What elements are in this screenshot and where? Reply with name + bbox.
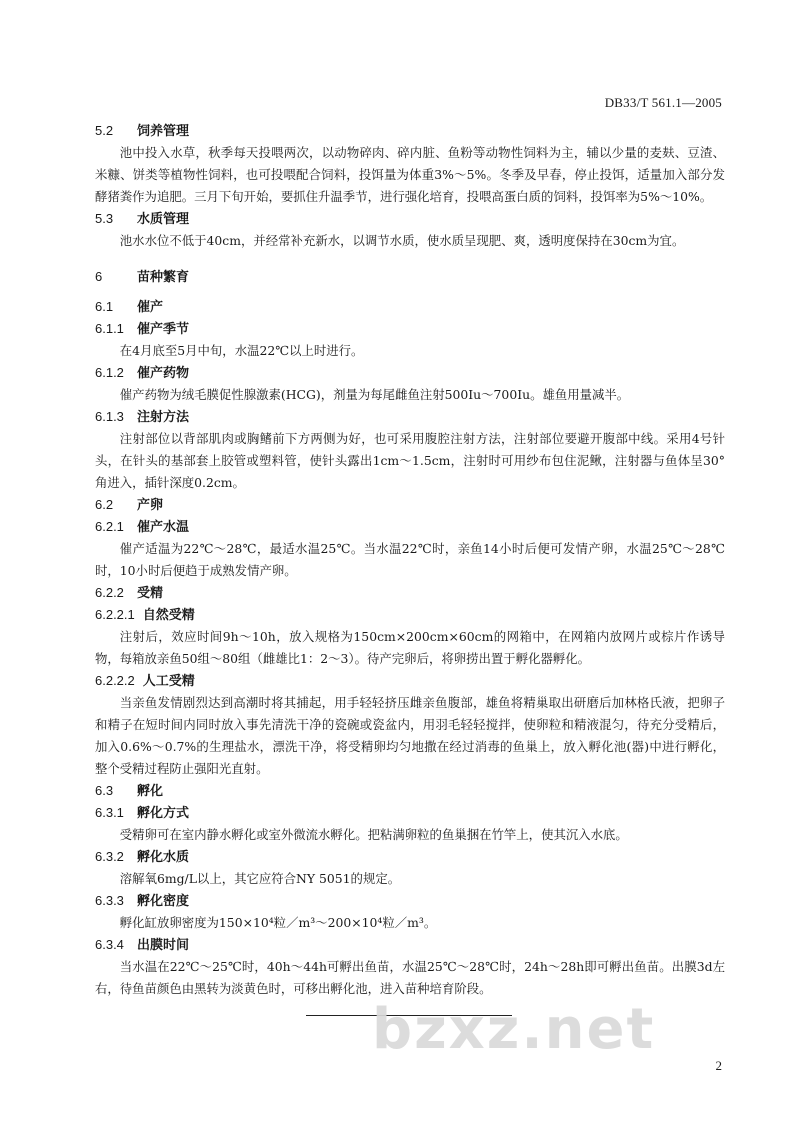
section-number: 6.2.2.2 xyxy=(95,673,135,688)
section-heading xyxy=(95,516,725,538)
section-heading xyxy=(95,318,725,340)
paragraph: 当亲鱼发情剧烈达到高潮时将其捕起，用手轻轻挤压雌亲鱼腹部，雄鱼将精巢取出研磨后加林格氏液，把卵子和精子在短时间内同时放入事先清洗干净的瓷碗或瓷盆内，用羽毛轻轻搅拌，使卵粒和精液混匀，待充分受精后，加入0.6%～0.7%的生理盐水，漂洗干净，将受精卵均匀地撒在经过消毒的鱼巢上，放入孵化池(器)中进行孵化，整个受精过程防止强阳光直射。 xyxy=(95,695,725,776)
document-body xyxy=(95,120,725,1000)
section-title: 催产药物 xyxy=(137,366,190,381)
section-number: 6 xyxy=(95,269,103,284)
section-title: 饲养管理 xyxy=(137,124,190,139)
section-number: 5.3 xyxy=(95,211,114,226)
paragraph: 受精卵可在室内静水孵化或室外微流水孵化。把粘满卵粒的鱼巢捆在竹竿上，使其沉入水底。 xyxy=(119,827,628,842)
section-heading xyxy=(95,208,725,230)
section-heading xyxy=(95,780,725,802)
section-heading xyxy=(95,802,725,824)
section-title: 孵化水质 xyxy=(137,850,190,865)
section-title: 人工受精 xyxy=(142,674,195,689)
paragraph: 溶解氧6mg/L以上，其它应符合NY 5051的规定。 xyxy=(119,871,401,886)
section-heading xyxy=(95,296,725,318)
section-number: 5.2 xyxy=(95,123,114,138)
section-heading xyxy=(95,582,725,604)
section-title: 孵化密度 xyxy=(137,894,190,909)
section-title: 产卵 xyxy=(137,498,164,513)
watermark: bzxz.net xyxy=(372,997,656,1062)
section-number: 6.3 xyxy=(95,783,114,798)
section-number: 6.2 xyxy=(95,497,114,512)
section-heading xyxy=(95,934,725,956)
section-title: 注射方法 xyxy=(137,410,190,425)
section-number: 6.2.2 xyxy=(95,585,124,600)
document-code: DB33/T 561.1—2005 xyxy=(604,95,722,110)
section-title: 催产季节 xyxy=(137,322,190,337)
section-title: 出膜时间 xyxy=(137,938,190,953)
paragraph: 催产适温为22℃～28℃，最适水温25℃。当水温22℃时，亲鱼14小时后便可发情产卵，水温25℃～28℃时，10小时后便趋于成熟发情产卵。 xyxy=(95,541,725,578)
section-heading xyxy=(95,494,725,516)
section-title: 受精 xyxy=(137,586,164,601)
paragraph: 孵化缸放卵密度为150×10⁴粒／m³～200×10⁴粒／m³。 xyxy=(119,915,437,930)
paragraph: 池水水位不低于40cm，并经常补充新水，以调节水质，使水质呈现肥、爽，透明度保持在30cm为宜。 xyxy=(119,233,685,248)
section-number: 6.1.2 xyxy=(95,365,124,380)
section-number: 6.3.1 xyxy=(95,805,124,820)
paragraph: 池中投入水草，秋季每天投喂两次，以动物碎肉、碎内脏、鱼粉等动物性饲料为主，辅以少量的麦麸、豆渣、米糠、饼类等植物性饲料，也可投喂配合饲料，投饵量为体重3%～5%。冬季及早春，停止投饵，适量加入部分发酵猪粪作为追肥。三月下旬开始，要抓住升温季节，进行强化培育，投喂高蛋白质的饲料，投饵率为5%～10%。 xyxy=(95,145,725,204)
page-number: 2 xyxy=(715,1058,722,1073)
section-number: 6.1 xyxy=(95,299,114,314)
section-number: 6.2.1 xyxy=(95,519,124,534)
section-number: 6.3.4 xyxy=(95,937,124,952)
section-title: 苗种繁育 xyxy=(137,270,190,285)
paragraph: 在4月底至5月中旬，水温22℃以上时进行。 xyxy=(119,343,364,358)
paragraph: 催产药物为绒毛膜促性腺激素(HCG)，剂量为每尾雌鱼注射500Iu～700Iu。雄鱼用量减半。 xyxy=(119,387,630,402)
paragraph: 当水温在22℃～25℃时，40h～44h可孵出鱼苗，水温25℃～28℃时，24h～28h即可孵出鱼苗。出膜3d左右，待鱼苗颜色由黑转为淡黄色时，可移出孵化池，进入苗种培育阶段。 xyxy=(95,959,725,996)
section-title: 孵化方式 xyxy=(137,806,190,821)
section-number: 6.1.1 xyxy=(95,321,124,336)
section-number: 6.3.2 xyxy=(95,849,124,864)
section-title: 催产水温 xyxy=(137,520,190,535)
section-heading xyxy=(95,604,725,626)
section-heading xyxy=(95,362,725,384)
paragraph: 注射部位以背部肌肉或胸鳍前下方两侧为好，也可采用腹腔注射方法，注射部位要避开腹部中线。采用4号针头，在针头的基部套上胶管或塑料管，使针头露出1cm～1.5cm，注射时可用纱布包住泥鳅，注射器与鱼体呈30°角进入，插针深度0.2cm。 xyxy=(95,431,725,490)
section-title: 水质管理 xyxy=(137,212,190,227)
section-heading xyxy=(95,670,725,692)
section-heading xyxy=(95,846,725,868)
paragraph: 注射后，效应时间9h～10h，放入规格为150cm×200cm×60cm的网箱中，在网箱内放网片或棕片作诱导物，每箱放亲鱼50组～80组（雌雄比1：2～3）。待产完卵后，将卵捞出置于孵化器孵化。 xyxy=(95,629,725,666)
section-heading xyxy=(95,120,725,142)
section-number: 6.3.3 xyxy=(95,893,124,908)
section-number: 6.1.3 xyxy=(95,409,124,424)
section-heading xyxy=(95,266,725,288)
section-title: 孵化 xyxy=(137,784,164,799)
section-heading xyxy=(95,890,725,912)
section-number: 6.2.2.1 xyxy=(95,607,135,622)
section-title: 自然受精 xyxy=(142,608,195,623)
section-title: 催产 xyxy=(137,300,164,315)
section-heading xyxy=(95,406,725,428)
